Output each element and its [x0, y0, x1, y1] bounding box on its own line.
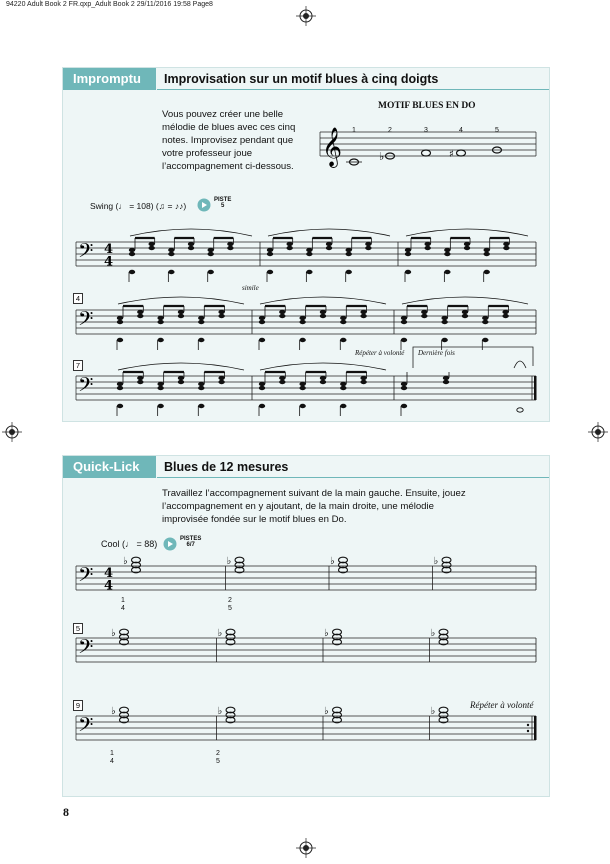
note-head [117, 316, 123, 320]
note-head [178, 380, 184, 384]
intro-line: votre professeur joue [162, 148, 253, 159]
bass-note [444, 270, 450, 274]
note-head [503, 242, 509, 246]
note-head [360, 310, 366, 314]
impromptu-tab: Impromptu [63, 68, 156, 90]
measure-number-5: 5 [73, 623, 83, 634]
note-head [279, 314, 285, 318]
bass-clef-icon: 𝄢 [78, 713, 94, 741]
note-head [326, 242, 332, 246]
note-head [424, 242, 430, 246]
note-head [340, 382, 346, 386]
note-head [441, 316, 447, 320]
fingering-2-5: 2 5 [216, 750, 220, 765]
quicklick-tab: Quick-Lick [63, 456, 156, 478]
bass-note [267, 270, 273, 274]
bass-note [346, 270, 352, 274]
note-head [401, 382, 407, 386]
note-head [218, 380, 224, 384]
quicklick-repeat-text: Répéter à volonté [470, 700, 534, 710]
note-head [320, 310, 326, 314]
whole-chord [333, 629, 342, 645]
bass-note [117, 404, 123, 408]
svg-text:♭: ♭ [379, 150, 385, 163]
bass-note [129, 270, 135, 274]
note-head [178, 376, 184, 380]
fingering-1-4: 1 4 [110, 750, 114, 765]
note-head [503, 246, 509, 250]
impromptu-title: Improvisation sur un motif blues à cinq doigts [164, 72, 439, 86]
note-head [188, 246, 194, 250]
play-audio-icon[interactable] [163, 537, 177, 551]
impromptu-piste: PISTE 5 [214, 197, 232, 209]
note-head [320, 380, 326, 384]
note-head [227, 246, 233, 250]
registration-mark-bottom-icon [296, 838, 316, 858]
intro-line: Vous pouvez créer une belle [162, 109, 284, 120]
note-head [320, 314, 326, 318]
note-head [129, 248, 135, 252]
treble-clef-icon: 𝄞 [322, 127, 343, 167]
svg-text:♭: ♭ [217, 628, 223, 639]
bass-note [157, 338, 163, 342]
note-head [360, 380, 366, 384]
impromptu-repeat-text: Répéter à volonté [355, 349, 405, 357]
impromptu-staff-1 [76, 228, 538, 278]
note-head [421, 310, 427, 314]
play-audio-icon[interactable] [197, 198, 211, 212]
simile-marking: simile [242, 284, 259, 292]
note-head [340, 320, 346, 324]
last-time-bracket [413, 346, 535, 368]
note-head [267, 248, 273, 252]
svg-text:♭: ♭ [330, 556, 335, 567]
note-head [178, 310, 184, 314]
note-head [218, 314, 224, 318]
note-head [484, 252, 490, 256]
note-head [346, 252, 352, 256]
note-head [218, 376, 224, 380]
motif-title: MOTIF BLUES EN DO [378, 101, 476, 111]
bass-clef-icon: 𝄢 [78, 563, 94, 591]
svg-text:♭: ♭ [217, 706, 223, 717]
svg-text:♭: ♭ [433, 556, 439, 567]
bass-note [405, 270, 411, 274]
quicklick-staff-3 [76, 702, 538, 752]
quicklick-title-rule [157, 477, 549, 478]
note-head [320, 376, 326, 380]
note-head [502, 310, 508, 314]
bass-note [208, 270, 214, 274]
whole-chord [442, 557, 451, 573]
note-head [218, 310, 224, 314]
quicklick-intro [162, 487, 466, 526]
note-head [444, 248, 450, 252]
note-head [259, 382, 265, 386]
note-head [267, 252, 273, 256]
note-head [198, 386, 204, 390]
bass-note [299, 404, 305, 408]
bass-note [168, 270, 174, 274]
svg-text:♭: ♭ [226, 556, 232, 567]
note-head [482, 316, 488, 320]
time-signature-top: 4 [104, 566, 114, 581]
intro-line: improvisée fondée sur le motif blues en Do. [162, 514, 347, 525]
bass-note [198, 404, 204, 408]
whole-chord [439, 629, 448, 645]
note-head [198, 316, 204, 320]
note-head [444, 252, 450, 256]
bass-note [401, 404, 407, 408]
note-head [137, 314, 143, 318]
note-head [117, 382, 123, 386]
note-head [299, 386, 305, 390]
note-head [137, 310, 143, 314]
note-head [168, 248, 174, 252]
note-head [178, 314, 184, 318]
note-head [306, 252, 312, 256]
whole-chord [339, 557, 348, 573]
bass-note [340, 338, 346, 342]
motif-finger-4: 4 [459, 127, 463, 134]
bass-clef-icon: 𝄢 [78, 635, 94, 663]
note-head [279, 380, 285, 384]
svg-text:♭: ♭ [324, 628, 329, 639]
note-head [421, 314, 427, 318]
measure-number-4: 4 [73, 293, 83, 304]
bass-note [484, 270, 490, 274]
svg-text:♯: ♯ [449, 149, 454, 160]
svg-text:♭: ♭ [111, 706, 116, 717]
note-head [148, 242, 154, 246]
page-number: 8 [63, 805, 69, 819]
note-head [157, 382, 163, 386]
intro-line: notes. Improvisez pendant que [162, 135, 294, 146]
time-signature-bottom: 4 [104, 254, 114, 270]
note-head [464, 242, 470, 246]
note-head [424, 246, 430, 250]
measure-number-7: 7 [73, 360, 83, 371]
whole-chord [132, 557, 141, 573]
svg-text:♭: ♭ [430, 706, 436, 717]
motif-finger-3: 3 [424, 127, 428, 134]
note-head [157, 386, 163, 390]
whole-chord [333, 707, 342, 723]
note-head [168, 252, 174, 256]
note-head [299, 382, 305, 386]
bass-note [157, 404, 163, 408]
motif-finger-1: 1 [352, 127, 356, 134]
bass-note [441, 338, 447, 342]
whole-chord [235, 557, 244, 573]
impromptu-staff-2 [76, 296, 538, 346]
bass-clef-icon: 𝄢 [78, 307, 94, 335]
registration-mark-right-icon [588, 422, 608, 442]
note-head [401, 316, 407, 320]
fingering-1-4: 1 4 [121, 597, 125, 612]
note-head [259, 320, 265, 324]
note-head [340, 386, 346, 390]
bass-note [401, 338, 407, 342]
registration-mark-left-icon [2, 422, 22, 442]
bass-note [299, 338, 305, 342]
note-head [401, 386, 407, 390]
note-head [279, 310, 285, 314]
note-head [464, 246, 470, 250]
registration-mark-top-icon [296, 6, 316, 26]
time-signature-top: 4 [104, 242, 114, 257]
bass-note [198, 338, 204, 342]
time-signature-bottom: 4 [104, 578, 114, 594]
note-head [365, 246, 371, 250]
intro-line: l’accompagnement ci-dessous. [162, 161, 294, 172]
note-head [340, 316, 346, 320]
bass-note [340, 404, 346, 408]
motif-finger-5: 5 [495, 127, 499, 134]
note-head [259, 386, 265, 390]
note-head [482, 320, 488, 324]
note-head [405, 248, 411, 252]
note-head [157, 316, 163, 320]
note-head [405, 252, 411, 256]
bass-note [259, 404, 265, 408]
quicklick-piste: PISTES 6/7 [180, 536, 202, 548]
quicklick-title: Blues de 12 mesures [164, 460, 289, 474]
svg-text:♭: ♭ [111, 628, 116, 639]
note-head [326, 246, 332, 250]
bass-note [306, 270, 312, 274]
note-head [148, 246, 154, 250]
note-head [443, 376, 449, 380]
bass-clef-icon: 𝄢 [78, 373, 94, 401]
measure-number-9: 9 [73, 700, 83, 711]
note-head [360, 314, 366, 318]
note-head [279, 376, 285, 380]
note-head [208, 248, 214, 252]
impromptu-tempo: Swing (♩ = 108) (♫ = ♪♪) [90, 201, 187, 211]
quarter-note-icon: ♩ [118, 201, 127, 211]
quicklick-staff-2 [76, 624, 538, 674]
note-head [208, 252, 214, 256]
fingering-2-5: 2 5 [228, 597, 232, 612]
note-head [286, 242, 292, 246]
note-head [484, 248, 490, 252]
bass-note [259, 338, 265, 342]
quicklick-staff-1 [76, 552, 538, 602]
note-head [346, 248, 352, 252]
note-head [306, 248, 312, 252]
whole-chord [226, 707, 235, 723]
note-head [299, 316, 305, 320]
note-head [502, 314, 508, 318]
last-time-bracket-label: Dernière fois [418, 349, 455, 357]
bass-note [482, 338, 488, 342]
whole-chord [120, 629, 129, 645]
print-slug: 94220 Adult Book 2 FR.qxp_Adult Book 2 29/11/2016 19:58 Page8 [6, 1, 213, 8]
impromptu-intro [162, 108, 295, 173]
note-head [117, 386, 123, 390]
svg-text:♭: ♭ [430, 628, 436, 639]
note-head [129, 252, 135, 256]
note-head [198, 382, 204, 386]
note-head [365, 242, 371, 246]
intro-line: mélodie de blues avec ces cinq [162, 122, 296, 133]
svg-text:♭: ♭ [324, 706, 329, 717]
note-head [157, 320, 163, 324]
note-head [462, 314, 468, 318]
note-head [462, 310, 468, 314]
impromptu-title-rule [157, 89, 549, 90]
whole-chord [120, 707, 129, 723]
note-head [401, 320, 407, 324]
motif-finger-2: 2 [388, 127, 392, 134]
note-head [117, 320, 123, 324]
impromptu-staff-3 [76, 362, 538, 422]
bass-clef-icon: 𝄢 [78, 239, 94, 267]
bass-note [117, 338, 123, 342]
svg-text:♭: ♭ [123, 556, 128, 567]
note-head [188, 242, 194, 246]
note-head [360, 376, 366, 380]
intro-line: Travaillez l’accompagnement suivant de la main gauche. Ensuite, jouez [162, 488, 466, 499]
note-head [227, 242, 233, 246]
note-head [198, 320, 204, 324]
note-head [299, 320, 305, 324]
quicklick-tempo: Cool (♩ = 88) [101, 539, 158, 549]
intro-line: l’accompagnement en y ajoutant, de la main droite, une mélodie [162, 501, 434, 512]
note-head [259, 316, 265, 320]
quarter-note-icon: ♩ [125, 539, 135, 549]
note-head [441, 320, 447, 324]
whole-chord [439, 707, 448, 723]
note-head [286, 246, 292, 250]
note-head [137, 380, 143, 384]
note-head [443, 380, 449, 384]
whole-chord [226, 629, 235, 645]
note-head [137, 376, 143, 380]
